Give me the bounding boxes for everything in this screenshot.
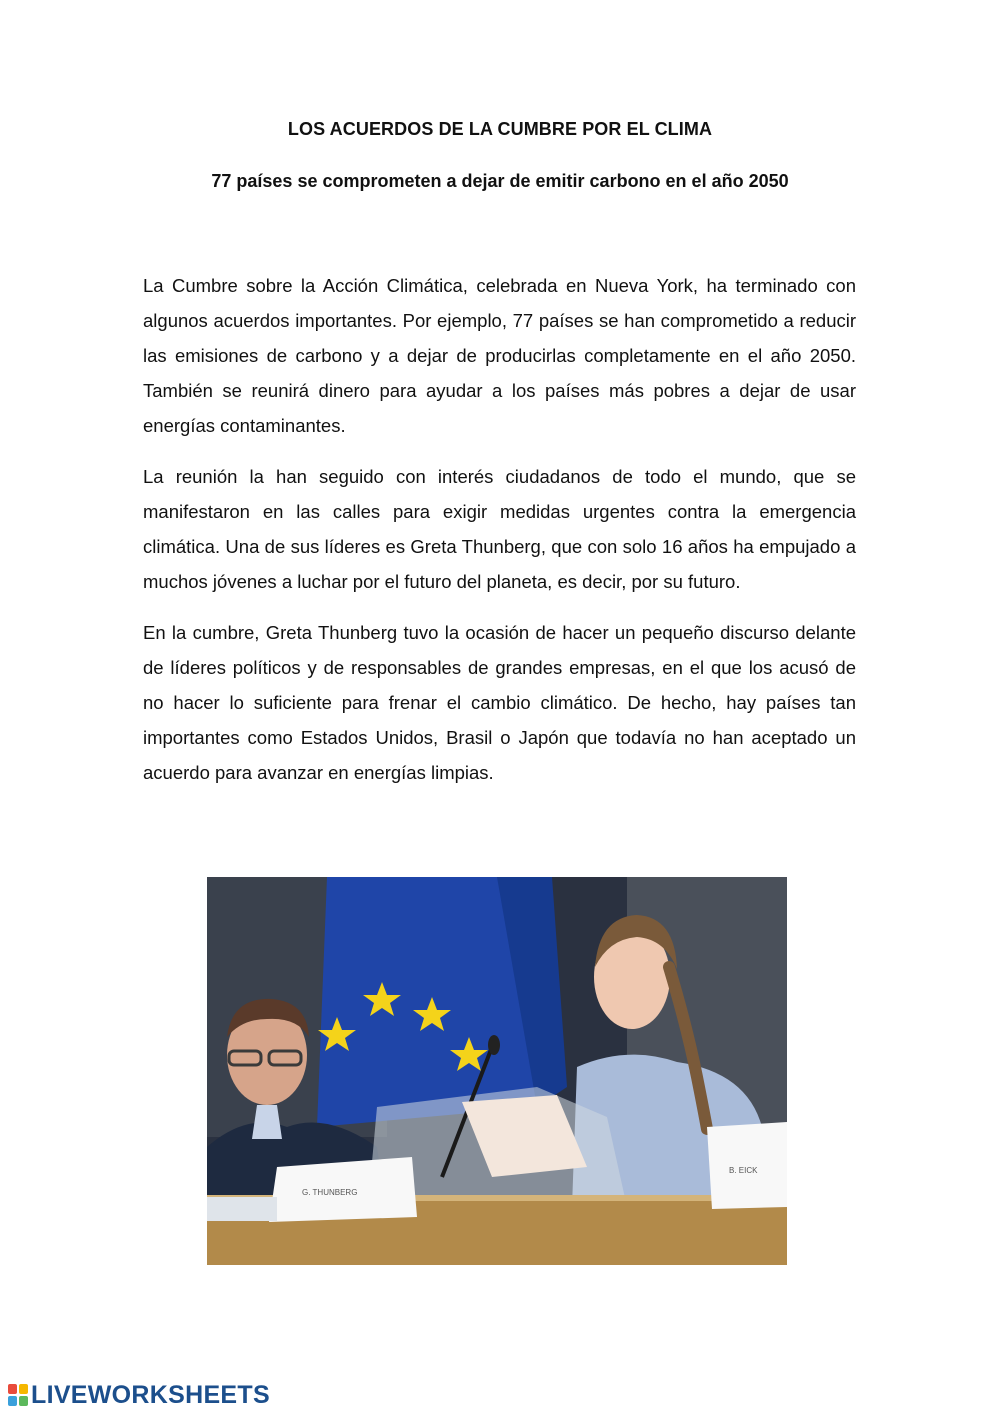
nameplate-left-text: G. THUNBERG — [302, 1188, 358, 1197]
paragraph-2: La reunión la han seguido con interés ciudadanos de todo el mundo, que se manifestaron en las calles para exigir medidas urgentes contra la emergencia climática. Una de sus líderes es Greta Thunberg, que con solo 16 años ha empujado a muchos jóvenes a luchar por el futuro del planeta, es decir, por su futuro. — [143, 466, 856, 592]
article-body — [143, 268, 856, 806]
liveworksheets-brand-text: LIVEWORKSHEETS — [31, 1380, 270, 1409]
document-subtitle: 77 países se comprometen a dejar de emitir carbono en el año 2050 — [211, 171, 789, 191]
paragraph-1: La Cumbre sobre la Acción Climática, celebrada en Nueva York, ha terminado con algunos acuerdos importantes. Por ejemplo, 77 países se han comprometido a reducir las emisiones de carbono y a dejar de producirlas completamente en el año 2050. También se reunirá dinero para ayudar a los países más pobres a dejar de usar energías contaminantes. — [143, 275, 856, 436]
document-title: LOS ACUERDOS DE LA CUMBRE POR EL CLIMA — [287, 119, 713, 139]
paragraph-3: En la cumbre, Greta Thunberg tuvo la ocasión de hacer un pequeño discurso delante de líderes políticos y de responsables de grandes empresas, en el que los acusó de no hacer lo suficiente para frenar el cambio climático. De hecho, hay países tan importantes como Estados Unidos, Brasil o Japón que todavía no han aceptado un acuerdo para avanzar en energías limpias. — [143, 622, 856, 783]
conference-photo — [207, 877, 787, 1265]
liveworksheets-logo — [8, 1380, 270, 1410]
liveworksheets-mark-icon — [8, 1384, 28, 1406]
nameplate-right-text: B. EICK — [729, 1166, 758, 1175]
